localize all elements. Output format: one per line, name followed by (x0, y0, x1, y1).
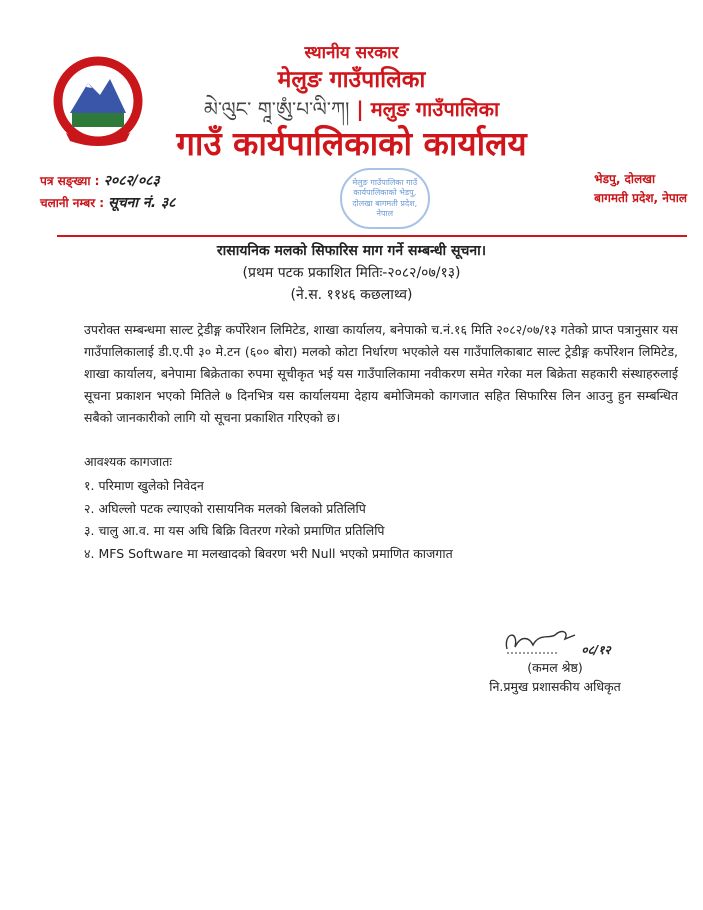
nepal-emblem-logo (52, 55, 144, 147)
required-documents-heading: आवश्यक कागजातः (84, 453, 172, 469)
header-alt-scripts: མེ་ལུང་ གཱ་ཨུཾ་པ་ལི་ཀ། | मलुङ गाउँपालिका (203, 96, 500, 121)
notice-nepal-sambat-date: (ने.स. ११४६ कछलाथ्व) (290, 286, 413, 303)
document-item: ४. MFS Software मा मलखादको बिवरण भरी Null भएको प्रमाणित काजगात (84, 545, 453, 561)
letter-number (40, 170, 175, 192)
notice-body: उपरोक्त सम्बन्धमा साल्ट ट्रेडीङ्ग कर्पोरेशन लिमिटेड, शाखा कार्यालय, बनेपाको च.नं.१६ मिति २०८२/०७/१३ गतेको प्राप्त पत्रानुसार यस गाउँपालिकालाई डी.ए.पी ३० मे.टन (६०० बोरा) मलको कोटा निर्धारण भएकोले यस गाउँपालिकाबाट साल्ट ट्रेडीङ्ग कर्पोरेशन लिमिटेड, शाखा कार्यालय, बनेपामा बिक्रेताका रुपमा सूचीकृत भई यस गाउँपालिकामा नवीकरण समेत गरेका मल बिक्रेता सहकारी संस्थाहरुलाई सूचना प्रकाशन भएको मितिले ७ दिनभित्र यस कार्यालयमा देहाय बमोजिमको कागजात सहित सिफारिस लिन आउनु हुन सम्बन्धित सबैको जानकारीको लागि यो सूचना प्रकाशित गरिएको छ। (84, 321, 678, 425)
signature-mark (480, 625, 630, 659)
header-municipality-name: मेलुङ गाउँपालिका (277, 66, 426, 93)
dispatch-number (40, 192, 175, 214)
header-office-title: गाउँ कार्यपालिकाको कार्यालय (176, 123, 527, 163)
notice-heading (0, 241, 703, 306)
handwritten-signature (499, 625, 579, 659)
dispatch-number-value: सूचना नं. ३८ (108, 195, 176, 212)
signature-block (480, 625, 630, 697)
header-local-script-name: मलुङ गाउँपालिका (370, 96, 500, 121)
signatory-designation: नि.प्रमुख प्रशासकीय अधिकृत (489, 678, 621, 694)
address-line-1: भेडपु, दोलखा (594, 171, 656, 186)
notice-publish-date: (प्रथम पटक प्रकाशित मितिः-२०८२/०७/१३) (242, 265, 461, 282)
document-item: ३. चालु आ.व. मा यस अघि बिक्रि वितरण गरेको प्रमाणित प्रतिलिपि (84, 523, 385, 538)
reference-numbers (40, 170, 175, 215)
document-item: १. परिमाण खुलेको निवेदन (84, 478, 204, 493)
header-tibetan-name: མེ་ལུང་ གཱ་ཨུཾ་པ་ལི་ཀ། (203, 96, 350, 121)
notice-title: रासायनिक मलको सिफारिस माग गर्ने सम्बन्धी सूचना। (216, 243, 487, 260)
header-local-government: स्थानीय सरकार (304, 43, 399, 63)
required-documents (84, 451, 703, 566)
dispatch-number-label: चलानी नम्बर : (40, 196, 105, 211)
letter-number-value: २०८२/०८३ (103, 172, 160, 189)
reference-row (0, 166, 703, 230)
office-stamp: मेलुङ गाउँपालिका गाउँ कार्यपालिकाको भेडपु, दोलखा बागमती प्रदेश, नेपाल (340, 168, 430, 230)
document-item: २. अघिल्लो पटक ल्याएको रासायनिक मलको बिलको प्रतिलिपि (84, 500, 366, 516)
signature-date: ०८/१२ (581, 643, 611, 657)
header-divider (57, 235, 687, 237)
office-address (594, 170, 687, 208)
letter-number-label: पत्र सङ्ख्या : (40, 173, 100, 188)
signatory-name: (कमल श्रेष्ठ) (527, 660, 583, 675)
address-line-2: बागमती प्रदेश, नेपाल (594, 191, 687, 206)
